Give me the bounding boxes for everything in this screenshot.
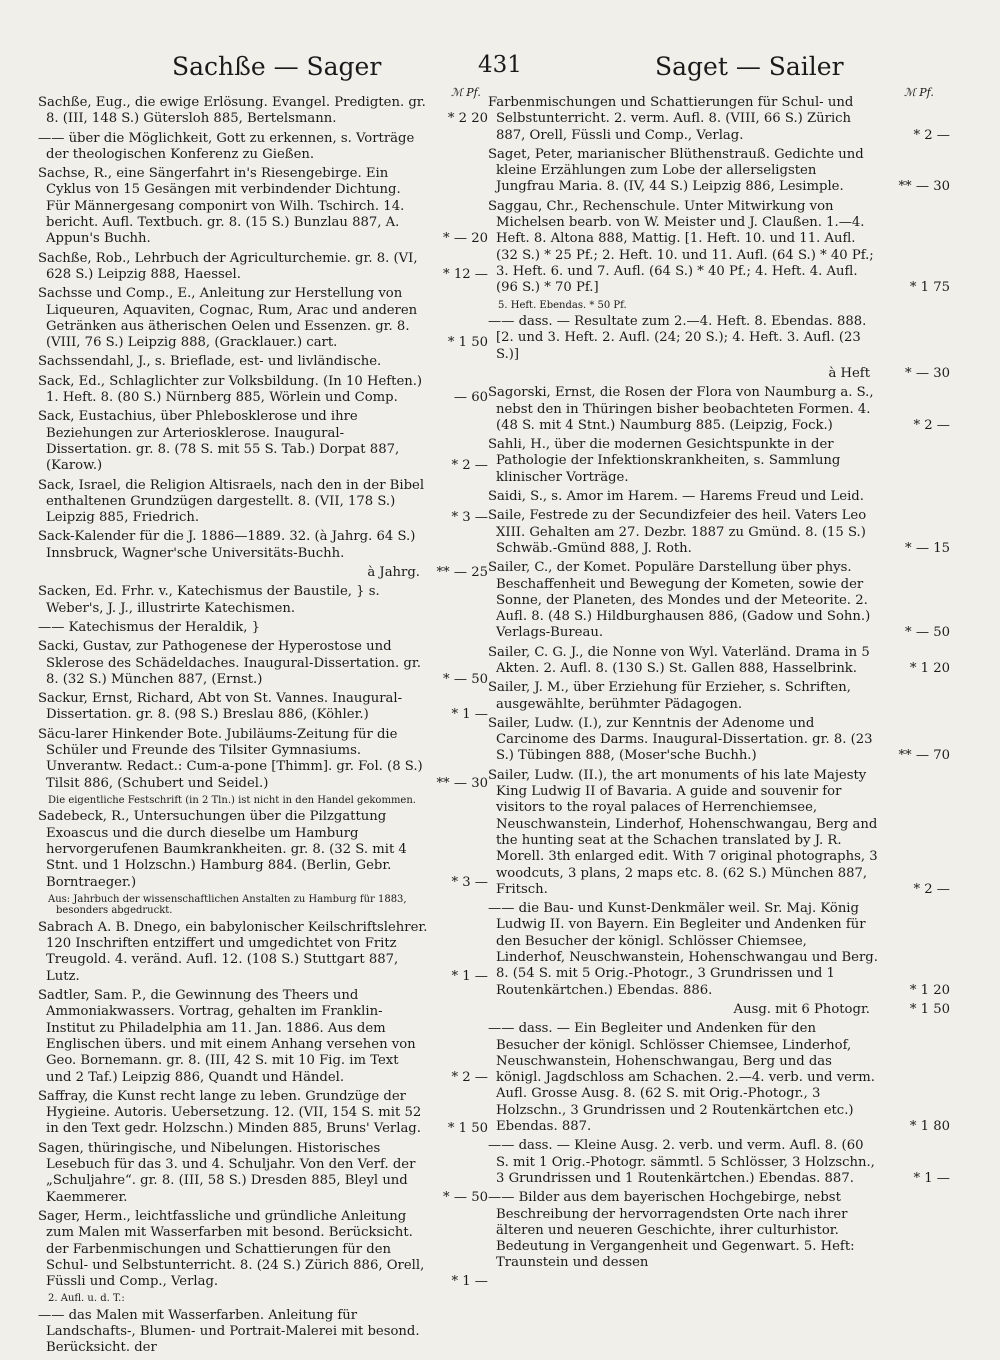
entry-text: Aus: Jahrbuch der wissenschaftlichen Anstalten zu Hamburg für 1883, besonders abgedruckt. [48,893,407,917]
entry-price: ** — 70 [898,748,950,764]
entry-text: —— Katechismus der Heraldik, } [38,619,261,635]
catalog-entry [488,1021,950,1135]
entry-price: * 1 — [451,1274,488,1290]
right-running-head: Saget — Sailer [655,52,844,81]
catalog-entry [38,354,488,370]
entry-text: Sacken, Ed. Frhr. v., Katechismus der Baustile, } s. Weber's, J. J., illustrirte Katechismen. [38,584,380,616]
entry-text: Sachsse und Comp., E., Anleitung zur Herstellung von Liqueuren, Aquaviten, Cognac, Rum, Arac und anderen Getränken aus ätherischen Oelen und Essenzen. gr. 8. (VIII, 76 S.) Leipzig 888, (Gracklauer.) cart. [38,286,418,351]
entry-price: * — 50 [905,625,950,641]
entry-text: Saile, Festrede zu der Secundizfeier des heil. Vaters Leo XIII. Gehalten am 27. Dezbr. 1887 zu Gmünd. 8. (15 S.) Schwäb.-Gmünd 888, J. Roth. [488,508,867,556]
entry-text: Sack, Eustachius, über Phlebosklerose und ihre Beziehungen zur Arteriosklerose. Inaugural-Dissertation. gr. 8. (78 S. mit 55 S. Tab.) Dorpat 887, (Karow.) [38,409,400,474]
right-column [488,95,950,1275]
catalog-entry [38,166,488,247]
entry-text: Sabrach A. B. Dnego, ein babylonischer Keilschriftslehrer. 120 Inschriften entziffert und umgedichtet von Fritz Treugold. 4. veränd. Aufl. 12. (108 S.) Stuttgart 887, Lutz. [38,919,428,984]
entry-text: Sachße, Rob., Lehrbuch der Agriculturchemie. gr. 8. (VI, 628 S.) Leipzig 888, Haessel. [38,250,418,282]
entry-price: * 1 50 [447,1121,488,1137]
entry-text: Sagorski, Ernst, die Rosen der Flora von Naumburg a. S., nebst den in Thüringen bisher beobachteten Formen. 4. (48 S. mit 4 Stnt.) Naumburg 885. (Leipzig, Fock.) [488,385,874,433]
page-number: 431 [478,52,522,78]
entry-text: Sachssendahl, J., s. Brieflade, est- und livländische. [38,354,382,370]
entry-text: Sahli, H., über die modernen Gesichtspunkte in der Pathologie der Infektionskrankheiten, s. Sammlung klinischer Vorträge. [488,437,841,485]
price-column-head-right: ℳ Pf. [904,86,934,99]
entry-text: Sack, Israel, die Religion Altisraels, nach den in der Bibel enthaltenen Grundzügen dargestellt. 8. (VII, 178 S.) Leipzig 885, Friedrich. [38,477,425,526]
catalog-entry [38,809,488,890]
entry-price: — 60 [453,390,488,406]
catalog-entry [488,1002,950,1018]
catalog-entry [38,584,488,617]
entry-text: Sager, Herm., leichtfassliche und gründliche Anleitung zum Malen mit Wasserfarben mit besond. Berücksicht. der Farbenmischungen und Schattierungen für den Schul- und Selbstunterricht. 8. (24 S.) Zürich 886, Orell, Füssli und Comp., Verlag. [38,1208,425,1290]
entry-price: * 1 50 [447,335,488,351]
entry-price: * 2 — [451,458,488,474]
entry-price: * 2 — [451,1069,488,1085]
catalog-entry [488,366,950,382]
catalog-entry [488,560,950,641]
catalog-entry [38,727,488,792]
catalog-entry [38,620,488,636]
entry-text: Farbenmischungen und Schattierungen für Schul- und Selbstunterricht. 2. verm. Aufl. 8. (VIII, 66 S.) Zürich 887, Orell, Füssli und Comp., Verlag. [488,95,854,143]
left-running-head: Sachße — Sager [172,52,382,81]
entry-text: à Jahrg. [367,565,420,581]
entry-text: Sailer, Ludw. (II.), the art monuments of his late Majesty King Ludwig II of Bavaria. A guide and souvenir for visitors to the royal palaces of Herrenchiemsee, Neuschwanstein, Linderhof, Hohenschwangau, Berg and the hunting seat at the Schachen translated by J. R. Morell. 3th enlarged edit. With 7 original photographs, 3 woodcuts, 3 plans, 2 maps etc. 8. (62 S.) München 887, Fritsch. [488,767,878,897]
catalog-entry [38,920,488,985]
entry-text: Sadebeck, R., Untersuchungen über die Pilzgattung Exoascus und die durch dieselbe um Hamburg hervorgerufenen Baumkrankheiten. gr. 8. (32 S. mit 4 Stnt. und 1 Holzschn.) Hamburg 884. (Berlin, Gebr. Borntraeger.) [38,809,407,890]
catalog-entry [38,1141,488,1206]
catalog-entry [488,147,950,196]
catalog-note [38,795,488,807]
catalog-entry [38,251,488,284]
catalog-entry [488,716,950,765]
entry-text: Sailer, C., der Komet. Populäre Darstellung über phys. Beschaffenheit und Bewegung der Kometen, sowie der Sonne, der Planeten, des Mondes und der Meteorite. 2. Aufl. 8. (48 S.) Hildburghausen 886, (Gadow und Sohn.) Verlags-Bureau. [488,560,871,641]
catalog-entry [38,988,488,1086]
entry-price: * — 50 [443,671,488,687]
entry-price: * 3 — [451,874,488,890]
catalog-entry [38,1209,488,1290]
entry-price: * — 30 [905,365,950,381]
entry-text: Sailer, J. M., über Erziehung für Erzieher, s. Schriften, ausgewählte, berühmter Pädagogen. [488,680,851,712]
entry-price: * 3 — [451,510,488,526]
entry-price: * — 20 [443,231,488,247]
entry-text: 2. Aufl. u. d. T.: [48,1293,125,1305]
catalog-entry [38,95,488,128]
entry-text: Sackur, Ernst, Richard, Abt von St. Vannes. Inaugural-Dissertation. gr. 8. (98 S.) Breslau 886, (Köhler.) [38,691,403,723]
entry-text: Saggau, Chr., Rechenschule. Unter Mitwirkung von Michelsen bearb. von W. Meister und J. Claußen. 1.—4. Heft. 8. Altona 888, Mattig. [1. Heft. 10. und 11. Aufl. (32 S.) * 25 Pf.; 2. Heft. 10. und 11. Aufl. (64 S.) * 40 Pf.; 3. Heft. 6. und 7. Aufl. (64 S.) * 40 Pf.; 4. Heft. 4. Aufl. (96 S.) * 70 Pf.] [488,198,874,296]
entry-price: * 1 — [451,968,488,984]
catalog-entry [488,645,950,678]
entry-text: Sack, Ed., Schlaglichter zur Volksbildung. (In 10 Heften.) 1. Heft. 8. (80 S.) Nürnberg 885, Wörlein und Comp. [38,373,423,406]
entry-price: * 1 20 [909,982,950,998]
entry-text: Saidi, S., s. Amor im Harem. — Harems Freud und Leid. [488,489,864,505]
entry-text: Sack-Kalender für die J. 1886—1889. 32. (à Jahrg. 64 S.) Innsbruck, Wagner'sche Universitäts-Buchh. [38,529,416,561]
catalog-entry [488,1190,950,1271]
catalog-entry [38,1308,488,1357]
entry-text: Sailer, Ludw. (I.), zur Kenntnis der Adenome und Carcinome des Darms. Inaugural-Dissertation. gr. 8. (23 S.) Tübingen 888, (Moser'sche Buchh.) [488,715,873,764]
entry-text: Saget, Peter, marianischer Blüthenstrauß. Gedichte und kleine Erzählungen zum Lobe der allerseligsten Jungfrau Maria. 8. (IV, 44 S.) Leipzig 886, Lesimple. [488,146,864,195]
catalog-entry [38,409,488,474]
entry-text: Sagen, thüringische, und Nibelungen. Historisches Lesebuch für das 3. und 4. Schuljahr. Von den Verf. der „Schuljahre“. gr. 8. (III, 58 S.) Dresden 885, Bleyl und Kaemmerer. [38,1140,416,1205]
entry-text: —— Bilder aus dem bayerischen Hochgebirge, nebst Beschreibung der hervorragendsten Orte nach ihrer älteren und neueren Geschichte, ihrer culturhistor. Bedeutung in Vergangenheit und Gegenwart. 5. Heft: Traunstein und dessen [488,1190,855,1271]
catalog-entry [38,1089,488,1138]
entry-price: * 2 20 [447,111,488,127]
entry-text: Sachse, R., eine Sängerfahrt in's Riesengebirge. Ein Cyklus von 15 Gesängen mit verbindender Dichtung. Für Männergesang componirt von Wilh. Tschirch. 14. bericht. Aufl. Textbuch. gr. 8. (15 S.) Bunzlau 887, A. Appun's Buchh. [38,166,405,247]
catalog-entry [38,131,488,164]
entry-text: —— über die Möglichkeit, Gott zu erkennen, s. Vorträge der theologischen Konferenz zu Gießen. [38,130,415,162]
entry-price: * — 50 [443,1189,488,1205]
catalog-entry [38,478,488,527]
catalog-entry [488,385,950,434]
entry-text: Saffray, die Kunst recht lange zu leben. Grundzüge der Hygieine. Autoris. Uebersetzung. 12. (VII, 154 S. mit 52 in den Text gedr. Holzschn.) Minden 885, Bruns' Verlag. [38,1088,422,1137]
entry-price: * 12 — [443,266,488,282]
entry-price: ** — 30 [898,179,950,195]
catalog-note [38,1293,488,1305]
page-header [40,52,960,92]
catalog-entry [488,768,950,898]
catalog-entry [38,639,488,688]
entry-text: —— die Bau- und Kunst-Denkmäler weil. Sr. Maj. König Ludwig II. von Bayern. Ein Begleiter und Andenken für den Besucher der königl. Schlösser Chiemsee, Linderhof, Neuschwanstein, Hohenschwangau und Berg. 8. (54 S. mit 5 Orig.-Photogr., 3 Grundrissen und 1 Routenkärtchen.) Ebendas. 886. [488,901,878,998]
entry-price: ** — 30 [436,775,488,791]
catalog-note [38,894,488,917]
catalog-entry [488,508,950,557]
catalog-entry [488,680,950,713]
catalog-entry [488,199,950,297]
entry-price: * 2 — [913,127,950,143]
left-column [38,95,488,1360]
entry-text: Säcu-larer Hinkender Bote. Jubiläums-Zeitung für die Schüler und Freunde des Tilsiter Gymnasiums. Unverantw. Redact.: Cum-a-pone [Thimm]. gr. Fol. (8 S.) Tilsit 886, (Schubert und Seidel.) [38,726,423,791]
entry-price: * 1 75 [909,280,950,296]
catalog-entry [38,565,488,581]
entry-price: * 1 50 [909,1001,950,1017]
catalog-entry [488,901,950,999]
entry-price: * 1 20 [909,661,950,676]
entry-text: —— dass. — Resultate zum 2.—4. Heft. 8. Ebendas. 888. [2. und 3. Heft. 2. Aufl. (24; 20 S.); 4. Heft. 3. Aufl. (23 S.)] [488,314,867,362]
entry-text: Ausg. mit 6 Photogr. [733,1001,870,1017]
entry-text: —— dass. — Ein Begleiter und Andenken für den Besucher der königl. Schlösser Chiemsee, Linderhof, Neuschwanstein, Hohenschwangau, Berg und das königl. Jagdschloss am Schachen. 2.—4. verb. und verm. Aufl. Grosse Ausg. 8. (62 S. mit Orig.-Photogr., 3 Holzschn., 3 Grundrissen und 2 Routenkärtchen etc.) Ebendas. 887. [488,1021,875,1135]
entry-price: ** — 25 [436,565,488,581]
catalog-entry [38,374,488,407]
entry-text: Sadtler, Sam. P., die Gewinnung des Theers und Ammoniakwassers. Vortrag, gehalten im Franklin-Institut zu Philadelphia am 11. Jan. 1886. Aus dem Englischen übers. und mit einem Anhang versehen von Geo. Bornemann. gr. 8. (III, 42 S. mit 10 Fig. im Text und 2 Taf.) Leipzig 886, Quandt und Händel. [38,988,416,1085]
entry-price: * — 15 [905,540,950,556]
price-column-head-left: ℳ Pf. [451,86,481,99]
entry-text: Sailer, C. G. J., die Nonne von Wyl. Vaterländ. Drama in 5 Akten. 2. Aufl. 8. (130 S.) St. Gallen 888, Hasselbrink. [488,644,870,676]
entry-text: à Heft [828,365,870,381]
catalog-entry [488,437,950,486]
catalog-note [488,300,950,312]
entry-text: —— dass. — Kleine Ausg. 2. verb. und verm. Aufl. 8. (60 S. mit 1 Orig.-Photogr. sämmtl. 5 Schlösser, 3 Holzschn., 3 Grundrissen und 1 Routenkärtchen.) Ebendas. 887. [488,1138,875,1186]
catalog-entry [488,314,950,363]
entry-price: * 2 — [913,881,950,897]
catalog-entry [488,489,950,505]
entry-price: * 1 — [451,707,488,723]
entry-text: Die eigentliche Festschrift (in 2 Tln.) ist nicht in den Handel gekommen. [48,794,416,806]
catalog-entry [488,1138,950,1187]
catalog-entry [38,286,488,351]
entry-text: Sacki, Gustav, zur Pathogenese der Hyperostose und Sklerose des Schädeldaches. Inaugural-Dissertation. gr. 8. (32 S.) München 887, (Ernst.) [38,639,421,687]
entry-price: * 2 — [913,417,950,433]
entry-price: * 1 — [913,1170,950,1186]
catalog-entry [38,529,488,562]
entry-price: * 1 80 [909,1119,950,1135]
entry-text: Sachße, Eug., die ewige Erlösung. Evangel. Predigten. gr. 8. (III, 148 S.) Gütersloh 885, Bertelsmann. [38,95,426,127]
entry-text: 5. Heft. Ebendas. * 50 Pf. [498,299,627,311]
entry-text: —— das Malen mit Wasserfarben. Anleitung für Landschafts-, Blumen- und Portrait-Malerei mit besond. Berücksicht. der [38,1307,420,1356]
catalog-entry [488,95,950,144]
catalog-entry [38,691,488,724]
